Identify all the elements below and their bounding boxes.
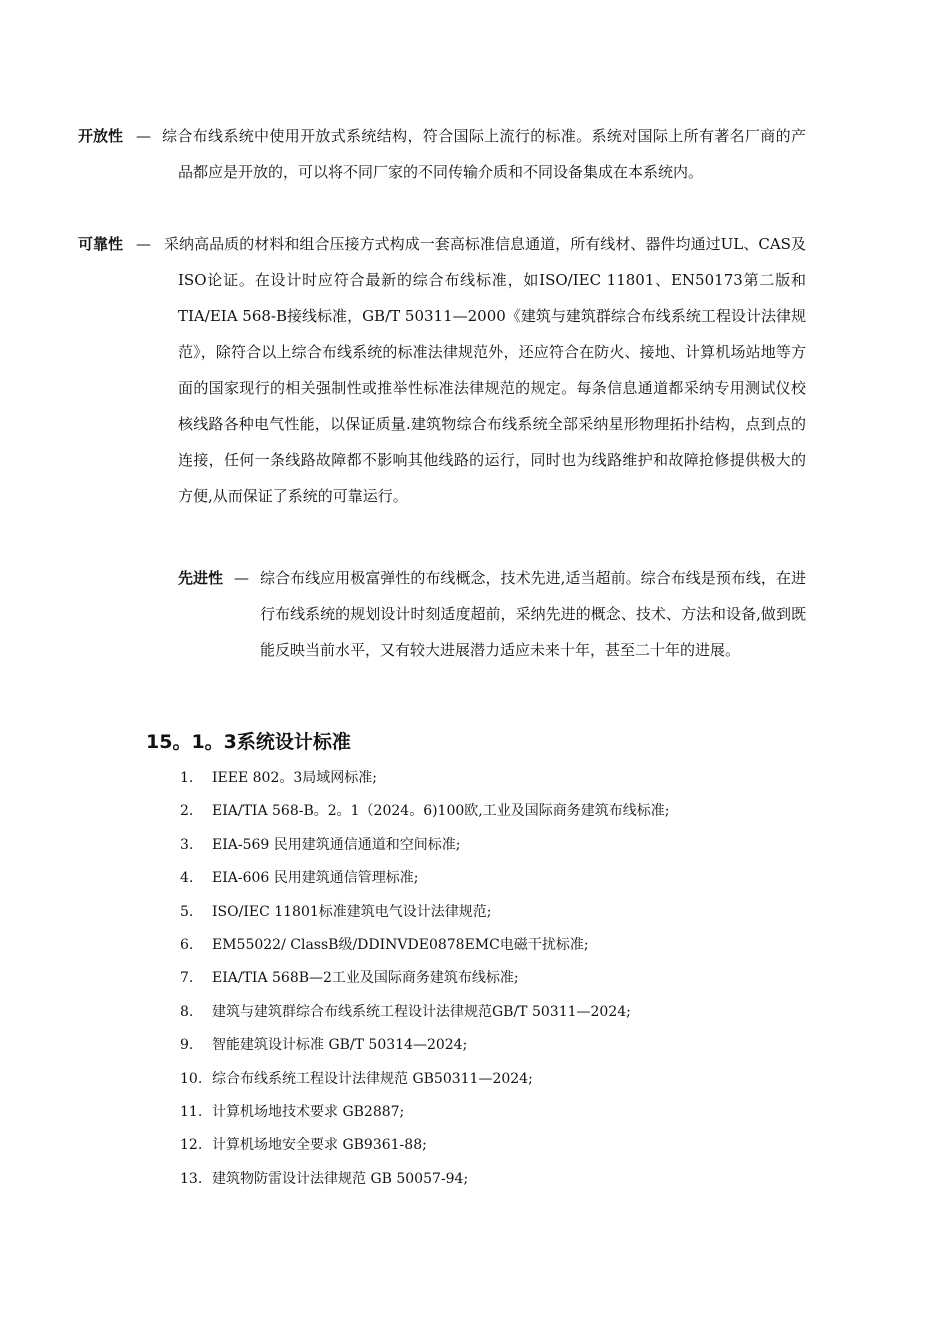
list-number: 2. — [180, 803, 194, 820]
list-number: 1. — [180, 770, 194, 786]
section-heading: 15。1。3系统设计标准 — [146, 731, 351, 753]
term-openness — [78, 118, 808, 228]
list-text: ISO/IEC 11801标准建筑电气设计法律规范; — [212, 903, 492, 920]
term-text: 采纳高品质的材料和组合压接方式构成一套高标准信息通道，所有线材、器件均通过UL、CAS及ISO论证。在设计时应符合最新的综合布线标准，如ISO/IEC 11801、EN50173第二版和 TIA/EIA 568-B接线标准，GB/T 50311—2000《建筑与建筑群综合布线系统工程设计法律规范》，除符合以上综合布线系统的标准法律规范外，还应符合在防火、接地、计算机场站地等方面的国家现行的相关强制性或推举性标准法律规范的规定。每条信息通道都采纳专用测试仪校核线路各种电气性能，以保证质量.建筑物综合布线系统全部采纳星形物理拓扑结构，点到点的连接，任何一条线路故障都不影响其他线路的运行，同时也为线路维护和故障抢修提供极大的方便,从而保证了系统的可靠运行。 — [164, 235, 806, 505]
list-number: 7. — [180, 970, 194, 987]
list-text: 综合布线系统工程设计法律规范 GB50311—2024; — [212, 1070, 533, 1087]
term-text: 综合布线应用极富弹性的布线概念，技术先进,适当超前。综合布线是预布线，在进行布线系统的规划设计时刻适度超前，采纳先进的概念、技术、方法和设备,做到既能反映当前水平，又有较大进展潜力适应未来十年，甚至二十年的进展。 — [260, 569, 806, 659]
list-text: EIA-569 民用建筑通信通道和空间标准; — [212, 836, 461, 853]
list-text: 智能建筑设计标准 GB/T 50314—2024; — [212, 1037, 468, 1054]
list-item — [180, 962, 669, 995]
list-number: 3. — [180, 836, 194, 853]
list-number: 4. — [180, 870, 194, 887]
list-item — [180, 1063, 669, 1096]
list-text: EIA/TIA 568-B。2。1（2024。6)100欧,工业及国际商务建筑布线标准; — [212, 803, 670, 820]
list-number: 10. — [180, 1070, 203, 1087]
term-text: 综合布线系统中使用开放式系统结构，符合国际上流行的标准。系统对国际上所有著名厂商的产品都应是开放的，可以将不同厂家的不同传输介质和不同设备集成在本系统内。 — [162, 127, 806, 181]
term-reliability — [78, 226, 808, 556]
list-number: 12. — [180, 1137, 203, 1154]
list-item — [180, 762, 669, 795]
list-number: 13. — [180, 1170, 203, 1187]
list-number: 5. — [180, 903, 194, 920]
list-text: IEEE 802。3局域网标准; — [212, 770, 377, 786]
term-label: 开放性 — [78, 127, 124, 145]
term-dash: — — [234, 569, 249, 587]
term-advancement — [178, 560, 808, 710]
list-number: 8. — [180, 1003, 194, 1020]
list-number: 9. — [180, 1037, 194, 1054]
term-dash: — — [136, 235, 151, 253]
list-text: 建筑物防雷设计法律规范 GB 50057-94; — [212, 1170, 469, 1187]
list-text: EIA/TIA 568B—2工业及国际商务建筑布线标准; — [212, 970, 519, 987]
list-item — [180, 1029, 669, 1062]
list-number: 11. — [180, 1103, 203, 1120]
list-item — [180, 829, 669, 862]
list-text: 建筑与建筑群综合布线系统工程设计法律规范GB/T 50311—2024; — [212, 1003, 631, 1020]
list-text: 计算机场地技术要求 GB2887; — [212, 1103, 405, 1120]
list-text: EIA-606 民用建筑通信管理标准; — [212, 870, 419, 887]
list-item — [180, 896, 669, 929]
list-item — [180, 1129, 669, 1162]
list-item — [180, 996, 669, 1029]
list-text: 计算机场地安全要求 GB9361-88; — [212, 1137, 427, 1154]
list-item — [180, 1163, 669, 1196]
term-dash: — — [136, 127, 151, 145]
list-item — [180, 862, 669, 895]
standards-list — [180, 762, 669, 1196]
list-item — [180, 1096, 669, 1129]
list-item — [180, 795, 669, 828]
term-label: 先进性 — [178, 569, 224, 587]
list-item — [180, 929, 669, 962]
term-label: 可靠性 — [78, 235, 124, 253]
list-number: 6. — [180, 936, 194, 953]
list-text: EM55022/ ClassB级/DDINVDE0878EMC电磁干扰标准; — [212, 936, 589, 953]
